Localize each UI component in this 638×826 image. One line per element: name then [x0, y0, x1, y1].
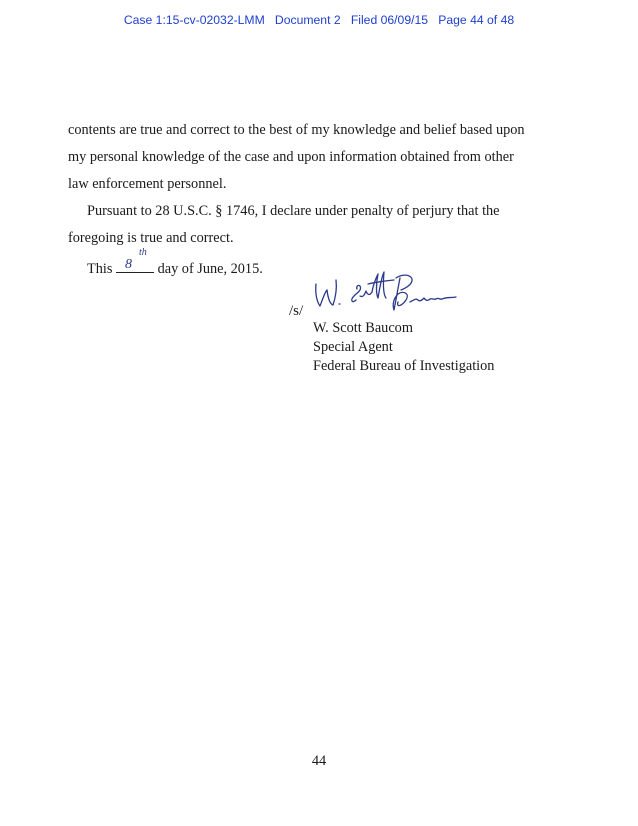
date-suffix: day of June, 2015. [157, 261, 263, 277]
handwritten-day: 8 [125, 257, 132, 272]
filed-date: Filed 06/09/15 [350, 13, 429, 27]
body-line-4: Pursuant to 28 U.S.C. § 1746, I declare under penalty of perjury that the [87, 203, 500, 219]
day-blank [116, 247, 154, 273]
signer-title: Special Agent [313, 339, 393, 355]
document-number: Document 2 [274, 13, 341, 27]
signature-stroke-s [352, 285, 361, 301]
date-prefix: This [87, 261, 113, 277]
date-line [87, 247, 263, 278]
handwritten-day-suffix: th [139, 247, 147, 258]
body-line-5: foregoing is true and correct. [68, 230, 234, 246]
page-of-total: Page 44 of 48 [438, 13, 515, 27]
signature-stroke-w [316, 280, 337, 306]
signature-block [313, 319, 494, 376]
case-header [0, 13, 638, 27]
body-line-1: contents are true and correct to the best of my knowledge and belief based upon [68, 122, 525, 138]
signature-stroke-cott [360, 272, 386, 298]
body-line-2: my personal knowledge of the case and upon information obtained from other [68, 149, 514, 165]
page-number: 44 [311, 753, 327, 769]
handwritten-signature [306, 270, 466, 314]
signer-agency: Federal Bureau of Investigation [313, 358, 495, 374]
signature-stroke-aucom [410, 297, 456, 302]
conformed-signature-mark: /s/ [289, 303, 304, 319]
body-line-3: law enforcement personnel. [68, 176, 227, 192]
case-number: Case 1:15-cv-02032-LMM [123, 13, 265, 27]
signature-stroke-b [393, 278, 407, 310]
signer-name: W. Scott Baucom [313, 320, 413, 336]
